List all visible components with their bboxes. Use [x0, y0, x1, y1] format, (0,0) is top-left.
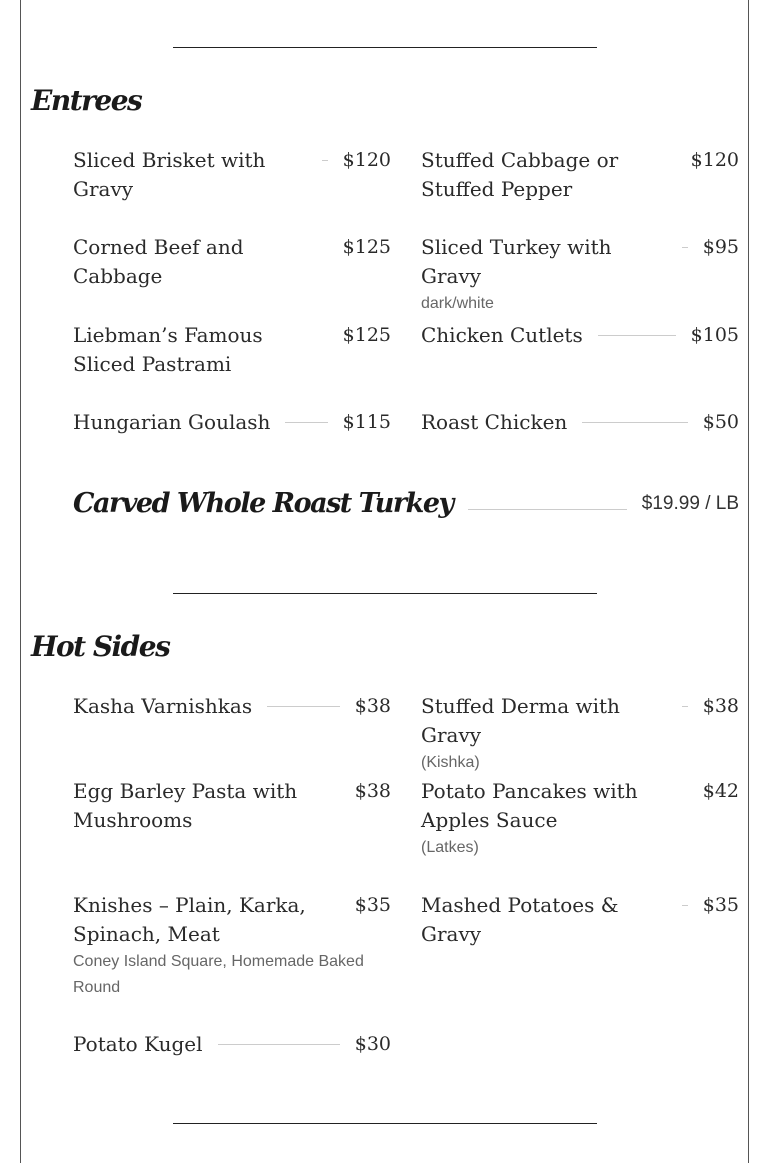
dotted-leader — [468, 509, 627, 510]
item-note: dark/white — [421, 295, 494, 312]
dotted-leader — [322, 146, 328, 161]
item-price: $120 — [342, 149, 391, 171]
dotted-leader — [318, 233, 328, 247]
menu-item — [421, 321, 739, 350]
item-price: $38 — [354, 695, 391, 717]
item-note: Coney Island Square, Homemade Baked Round — [73, 953, 364, 996]
menu-item — [73, 233, 391, 291]
menu-item — [421, 146, 739, 204]
menu-item — [73, 1030, 391, 1059]
item-name: Mashed Potatoes & Gravy — [421, 893, 619, 946]
dotted-leader — [218, 1030, 340, 1045]
item-name: Stuffed Derma with Gravy — [421, 694, 620, 747]
menu-item — [73, 408, 391, 437]
dotted-leader — [285, 408, 327, 423]
dotted-leader — [682, 891, 688, 906]
menu-item — [421, 408, 739, 437]
item-name: Liebman’s Famous Sliced Pastrami — [73, 323, 263, 376]
item-name: Kasha Varnishkas — [73, 694, 253, 718]
item-note: (Kishka) — [421, 754, 480, 771]
item-price: $125 — [342, 324, 391, 346]
menu-item — [73, 321, 391, 379]
hot-sides-title: Hot Sides — [31, 630, 170, 663]
menu-item — [73, 777, 391, 835]
item-price: $120 — [690, 149, 739, 171]
item-price: $95 — [702, 236, 739, 258]
item-name: Sliced Brisket with Gravy — [73, 148, 266, 201]
item-name: Egg Barley Pasta with Mushrooms — [73, 779, 298, 832]
dotted-leader — [582, 408, 687, 423]
featured-item — [73, 488, 739, 519]
item-price: $38 — [702, 695, 739, 717]
dotted-leader — [636, 146, 676, 160]
item-name: Roast Chicken — [421, 410, 568, 434]
item-name: Sliced Turkey with Gravy — [421, 235, 612, 288]
dotted-leader — [682, 692, 688, 707]
item-price: $50 — [702, 411, 739, 433]
divider-bottom — [173, 1123, 597, 1124]
dotted-leader — [318, 777, 340, 791]
menu-item — [73, 692, 391, 721]
item-name: Potato Pancakes with Apples Sauce — [421, 779, 638, 832]
menu-item — [73, 891, 391, 1001]
item-name: Potato Kugel — [73, 1032, 203, 1056]
item-price: $115 — [342, 411, 391, 433]
item-name: Knishes – Plain, Karka, Spinach, Meat — [73, 893, 306, 946]
featured-name: Carved Whole Roast Turkey — [73, 488, 453, 519]
item-price: $30 — [354, 1033, 391, 1055]
entrees-title: Entrees — [31, 84, 142, 117]
dotted-leader — [682, 233, 688, 248]
item-name: Chicken Cutlets — [421, 323, 583, 347]
item-name: Corned Beef and Cabbage — [73, 235, 244, 288]
item-price: $125 — [342, 236, 391, 258]
divider-middle — [173, 593, 597, 594]
menu-item — [421, 891, 739, 949]
dotted-leader — [322, 321, 328, 335]
dotted-leader — [661, 777, 688, 791]
dotted-leader — [267, 692, 340, 707]
menu-item — [73, 146, 391, 204]
item-price: $42 — [702, 780, 739, 802]
item-price: $38 — [354, 780, 391, 802]
item-price: $35 — [354, 894, 391, 916]
divider-top — [173, 47, 597, 48]
item-note: (Latkes) — [421, 839, 479, 856]
item-price: $35 — [702, 894, 739, 916]
featured-price: $19.99 / LB — [641, 492, 739, 514]
menu-item — [421, 777, 739, 861]
menu-item — [421, 692, 739, 776]
menu-item — [421, 233, 739, 317]
dotted-leader — [598, 321, 676, 336]
item-name: Stuffed Cabbage or Stuffed Pepper — [421, 148, 619, 201]
dotted-leader — [328, 891, 340, 905]
item-name: Hungarian Goulash — [73, 410, 271, 434]
item-price: $105 — [690, 324, 739, 346]
